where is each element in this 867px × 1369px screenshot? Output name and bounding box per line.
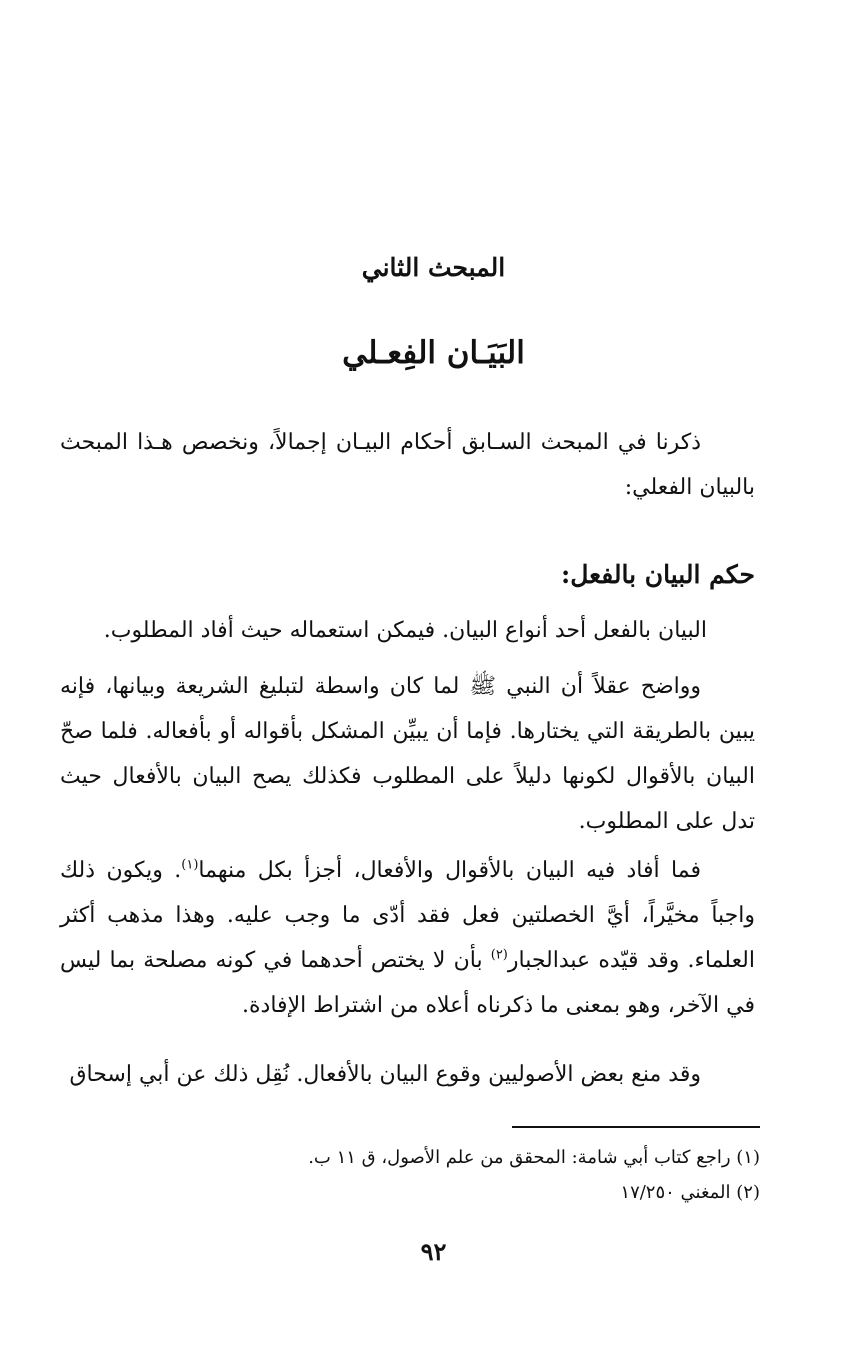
subheading: حكم البيان بالفعل: bbox=[561, 560, 755, 589]
paragraph-1 bbox=[60, 608, 755, 653]
paragraph-4 bbox=[60, 1052, 755, 1097]
paragraph-4-text: وقد منع بعض الأصوليين وقوع البيان بالأفعال. نُقِل ذلك عن أبي إسحاق bbox=[69, 1062, 701, 1087]
paragraph-3-part-2: . ويكون ذلك واجباً مخيَّراً، أيَّ الخصلتين فعل فقد أدّى ما وجب عليه. وهذا مذهب أكثر العلماء. وقد قيّده عبدالجبار bbox=[60, 858, 755, 973]
footnote-ref-2[interactable]: (٢) bbox=[490, 947, 508, 963]
page-number: ٩٢ bbox=[420, 1237, 447, 1266]
intro-text: ذكرنا في المبحث السـابق أحكام البيـان إجمالاً، ونخصص هـذا المبحث بالبيان الفعلي: bbox=[60, 430, 755, 500]
paragraph-3-part-3: بأن لا يختص أحدهما في كونه مصلحة بما ليس في الآخر، وهو بمعنى ما ذكرناه أعلاه من اشتراط الإفادة. bbox=[60, 948, 755, 1018]
intro-paragraph bbox=[60, 420, 755, 510]
chapter-label: المبحث الثاني bbox=[361, 253, 506, 282]
footnotes bbox=[60, 1140, 760, 1210]
paragraph-3-text bbox=[60, 848, 755, 1028]
paragraph-3 bbox=[60, 848, 755, 1028]
footnote-divider bbox=[512, 1126, 760, 1128]
footnote-1: (١) راجع كتاب أبي شامة: المحقق من علم الأصول، ق ١١ ب. bbox=[308, 1147, 760, 1168]
paragraph-2-text: وواضح عقلاً أن النبي ﷺ لما كان واسطة لتبليغ الشريعة وبيانها، فإنه يبين بالطريقة التي يختارها. فإما أن يبيِّن المشكل بأقواله أو بأفعاله. فلما صحّ البيان بالأقوال لكونها دليلاً على المطلوب فكذلك يصح البيان بالأفعال حيث تدل على المطلوب. bbox=[60, 674, 755, 834]
paragraph-1-text: البيان بالفعل أحد أنواع البيان. فيمكن استعماله حيث أفاد المطلوب. bbox=[103, 618, 707, 643]
paragraph-2 bbox=[60, 664, 755, 844]
footnote-2: (٢) المغني ١٧/٢٥٠ bbox=[620, 1182, 760, 1203]
footnote-ref-1[interactable]: (١) bbox=[181, 857, 199, 873]
section-title: البَيَـان الفِعـلي bbox=[342, 335, 525, 371]
paragraph-3-part-1: فما أفاد فيه البيان بالأقوال والأفعال، أجزأ بكل منهما bbox=[198, 858, 701, 883]
